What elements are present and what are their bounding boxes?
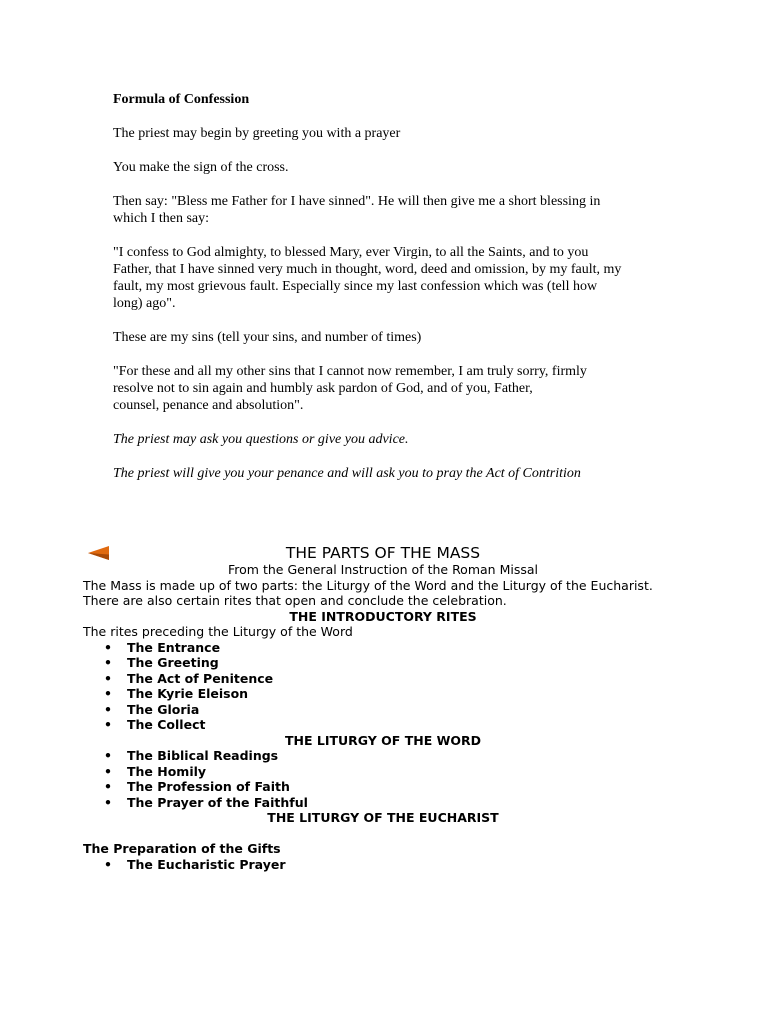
- liturgy-of-word-heading: THE LITURGY OF THE WORD: [285, 732, 481, 748]
- liturgy-of-eucharist-heading: THE LITURGY OF THE EUCHARIST: [267, 810, 499, 825]
- introductory-rites-list: [83, 640, 683, 733]
- mass-section: [83, 544, 683, 872]
- list-item: • The Biblical Readings: [83, 748, 683, 764]
- text-line: "For these and all my other sins that I cannot now remember, I am truly sorry, firmly: [113, 364, 587, 379]
- list-item: • The Prayer of the Faithful: [83, 795, 683, 811]
- liturgy-of-word-list: [83, 748, 683, 810]
- list-item: • The Act of Penitence: [83, 671, 683, 687]
- text-line: Then say: "Bless me Father for I have sinned". He will then give me a short blessing in: [113, 194, 601, 209]
- confession-closing-prayer: [113, 363, 633, 414]
- list-item: • The Gloria: [83, 702, 683, 718]
- text-line: There are also certain rites that open and conclude the celebration.: [83, 593, 507, 608]
- confession-note: The priest will give you your penance and will ask you to pray the Act of Contrition: [113, 466, 581, 481]
- mass-subtitle: From the General Instruction of the Roman Missal: [228, 562, 538, 577]
- text-line: "I confess to God almighty, to blessed Mary, ever Virgin, to all the Saints, and to you: [113, 245, 589, 260]
- introductory-rites-heading: THE INTRODUCTORY RITES: [289, 608, 477, 624]
- list-item: • The Greeting: [83, 655, 683, 671]
- list-item: • The Collect: [83, 717, 683, 733]
- confession-paragraph: The priest may begin by greeting you with a prayer: [113, 126, 401, 141]
- list-item: • The Kyrie Eleison: [83, 686, 683, 702]
- confession-prayer: [113, 244, 633, 312]
- confession-note: The priest may ask you questions or give you advice.: [113, 432, 409, 447]
- text-line: resolve not to sin again and humbly ask pardon of God, and of you, Father,: [113, 381, 533, 396]
- mass-title: THE PARTS OF THE MASS: [285, 544, 481, 562]
- text-line: The Mass is made up of two parts: the Liturgy of the Word and the Liturgy of the Eucharist.: [83, 577, 653, 593]
- confession-title: Formula of Confession: [113, 92, 250, 107]
- liturgy-of-eucharist-list: [83, 857, 683, 873]
- text-line: fault, my most grievous fault. Especially since my last confession which was (tell how: [113, 279, 598, 294]
- text-line: long) ago".: [113, 296, 176, 311]
- text-line: Father, that I have sinned very much in thought, word, deed and omission, by my fault, my: [113, 262, 622, 277]
- text-line: which I then say:: [113, 211, 210, 226]
- text-line: counsel, penance and absolution".: [113, 398, 304, 413]
- list-item: • The Entrance: [83, 640, 683, 656]
- confession-paragraph: You make the sign of the cross.: [113, 160, 289, 175]
- confession-paragraph: These are my sins (tell your sins, and number of times): [113, 330, 422, 345]
- list-item: • The Profession of Faith: [83, 779, 683, 795]
- confession-paragraph: [113, 193, 633, 227]
- list-item: • The Homily: [83, 764, 683, 780]
- confession-section: [113, 91, 633, 482]
- list-item: • The Eucharistic Prayer: [83, 857, 683, 873]
- mass-intro: [83, 578, 683, 609]
- introductory-rites-lead: The rites preceding the Liturgy of the Word: [83, 624, 353, 639]
- preparation-of-gifts-heading: The Preparation of the Gifts: [83, 841, 281, 856]
